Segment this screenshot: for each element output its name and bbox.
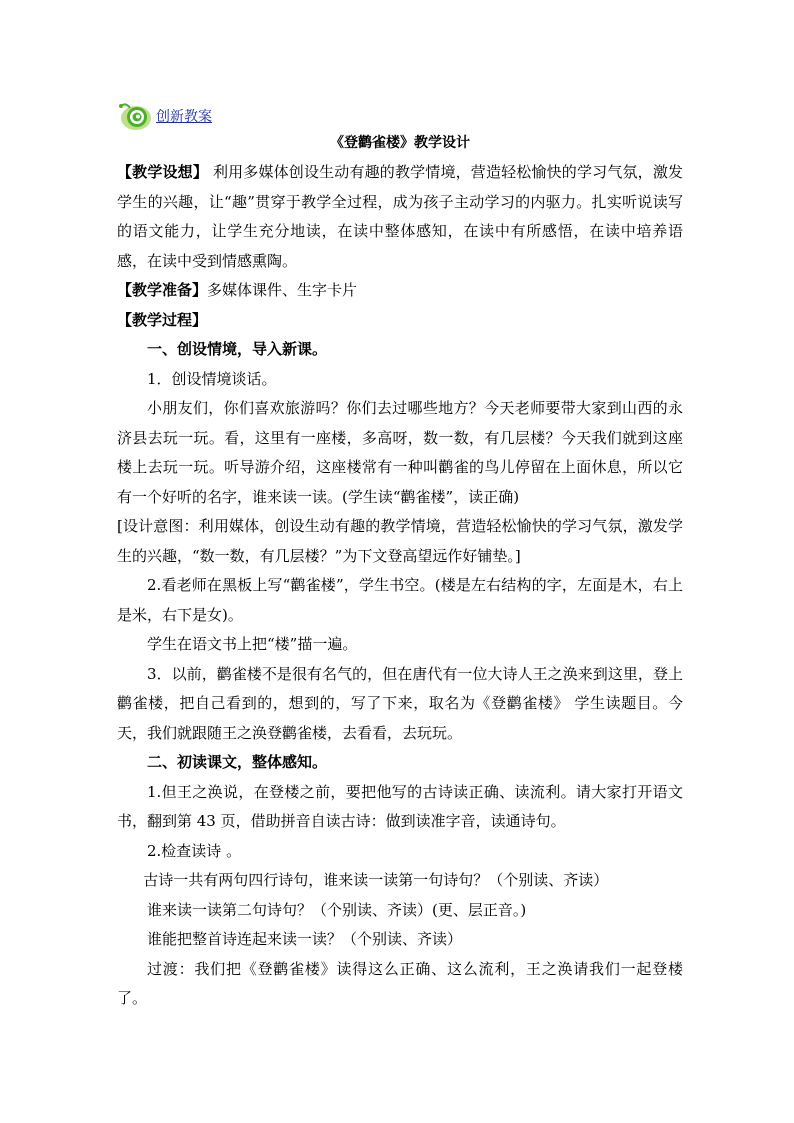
s1-item-1: 1．创设情境谈话。 bbox=[147, 369, 277, 388]
snail-logo-icon bbox=[118, 98, 154, 132]
teaching-prep bbox=[117, 276, 683, 306]
header-logo bbox=[118, 98, 212, 132]
section-heading-2: 二、初读课文，整体感知。 bbox=[147, 753, 328, 771]
page-title: 《登鹳雀楼》教学设计 bbox=[330, 135, 470, 151]
s2-item-1: 1.但王之涣说，在登楼之前，要把他写的古诗读正确、读流利。请大家打开语文书，翻到第 43 页，借助拼音自读古诗：做到读准字音，读通诗句。 bbox=[117, 782, 683, 830]
s2-item-2: 2.检查读诗 。 bbox=[147, 841, 242, 860]
process-label: 【教学过程】 bbox=[117, 310, 208, 329]
lesson-document bbox=[117, 130, 683, 1014]
s2-question-2: 谁来读一读第二句诗句？（个别读、齐读）(更、层正音。) bbox=[147, 900, 527, 919]
s1-paragraph: 小朋友们，你们喜欢旅游吗？你们去过哪些地方？今天老师要带大家到山西的永济县去玩一玩。看，这里有一座楼，多高呀，数一数，有几层楼？今天我们就到这座楼上去玩一玩。听导游介绍，这座楼常有一种叫鹳雀的鸟儿停留在上面休息，所以它有一个好听的名字，谁来读一读。(学生读“鹳雀楼”，读正确) bbox=[117, 399, 683, 506]
s1-trace: 学生在语文书上把“楼”描一遍。 bbox=[147, 635, 358, 653]
s2-question-3: 谁能把整首诗连起来读一读？（个别读、齐读） bbox=[147, 930, 463, 948]
s2-question-1: 古诗一共有两句四行诗句，谁来读一读第一句诗句？（个别读、齐读） bbox=[143, 871, 609, 889]
teaching-intent bbox=[117, 158, 683, 276]
prep-text: 多媒体课件、生字卡片 bbox=[207, 281, 358, 299]
s1-item-2: 2.看老师在黑板上写“鹳雀楼”，学生书空。(楼是左右结构的字，左面是木，右上是米，右下是女)。 bbox=[117, 576, 683, 624]
prep-label: 【教学准备】 bbox=[117, 281, 208, 299]
brand-link[interactable]: 创新教案 bbox=[156, 109, 212, 125]
design-intent-note: [设计意图：利用媒体，创设生动有趣的教学情境，营造轻松愉快的学习气氛，激发学生的兴趣，“数一数，有几层楼？”为下文登高望远作好铺垫。] bbox=[117, 517, 683, 565]
intent-label: 【教学设想】 bbox=[117, 163, 209, 181]
s1-item-3: 3．以前，鹳雀楼不是很有名气的，但在唐代有一位大诗人王之涣来到这里，登上鹳雀楼，把自己看到的，想到的，写了下来，取名为《登鹳雀楼》 学生读题目。今天，我们就跟随王之涣登鹳雀楼，去看看，去玩玩。 bbox=[117, 664, 683, 742]
s2-transition: 过渡：我们把《登鹳雀楼》读得这么正确、这么流利，王之涣请我们一起登楼了。 bbox=[117, 959, 683, 1007]
section-heading-1: 一、创设情境，导入新课。 bbox=[147, 340, 328, 358]
intent-text: 利用多媒体创设生动有趣的教学情境，营造轻松愉快的学习气氛，激发学生的兴趣，让“趣”贯穿于教学全过程，成为孩子主动学习的内驱力。扎实听说读写的语文能力，让学生充分地读，在读中整体感知，在读中有所感悟，在读中培养语感，在读中受到情感熏陶。 bbox=[117, 163, 683, 270]
